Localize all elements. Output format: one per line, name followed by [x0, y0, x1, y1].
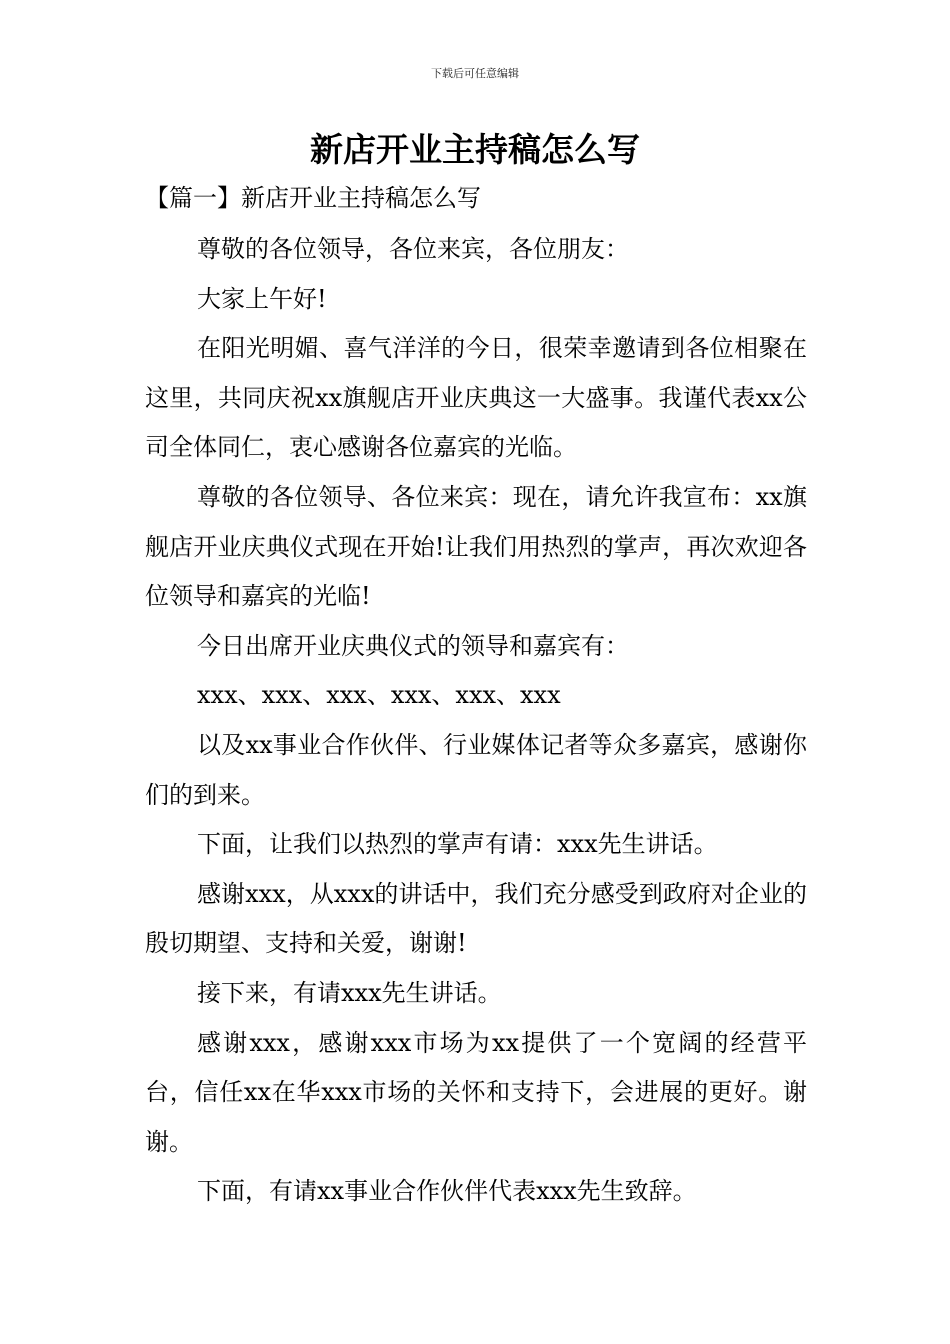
paragraph-thanks-first: 感谢xxx，从xxx的讲话中，我们充分感受到政府对企业的殷切期望、支持和关爱，谢谢!: [145, 879, 807, 958]
paragraph-good-morning: 大家上午好!: [197, 284, 327, 313]
paragraph-partners: 以及xx事业合作伙伴、行业媒体记者等众多嘉宾，感谢你们的到来。: [145, 730, 807, 809]
paragraph-announcement: 尊敬的各位领导、各位来宾：现在，请允许我宣布：xx旗舰店开业庆典仪式现在开始!让我们用热烈的掌声，再次欢迎各位领导和嘉宾的光临!: [145, 482, 807, 611]
paragraph-partner-speech: 下面，有请xx事业合作伙伴代表xxx先生致辞。: [197, 1177, 697, 1206]
paragraph-first-speaker: 下面，让我们以热烈的掌声有请：xxx先生讲话。: [197, 830, 718, 859]
document-title: 新店开业主持稿怎么写: [310, 130, 640, 169]
paragraph-guest-list: xxx、xxx、xxx、xxx、xxx、xxx: [197, 681, 561, 710]
section-heading: 【篇一】新店开业主持稿怎么写: [145, 184, 481, 212]
paragraph-welcome: 在阳光明媚、喜气洋洋的今日，很荣幸邀请到各位相聚在这里，共同庆祝xx旗舰店开业庆典这一大盛事。我谨代表xx公司全体同仁，衷心感谢各位嘉宾的光临。: [145, 334, 807, 462]
paragraph-thanks-second: 感谢xxx，感谢xxx市场为xx提供了一个宽阔的经营平台，信任xx在华xxx市场的关怀和支持下，会进展的更好。谢谢。: [145, 1028, 807, 1156]
paragraph-guests-intro: 今日出席开业庆典仪式的领导和嘉宾有：: [197, 631, 629, 660]
document-body: [145, 225, 807, 1217]
paragraph-second-speaker: 接下来，有请xxx先生讲话。: [197, 978, 502, 1007]
header-note: 下载后可任意编辑: [431, 67, 519, 80]
paragraph-greeting: 尊敬的各位领导，各位来宾，各位朋友：: [197, 235, 629, 263]
